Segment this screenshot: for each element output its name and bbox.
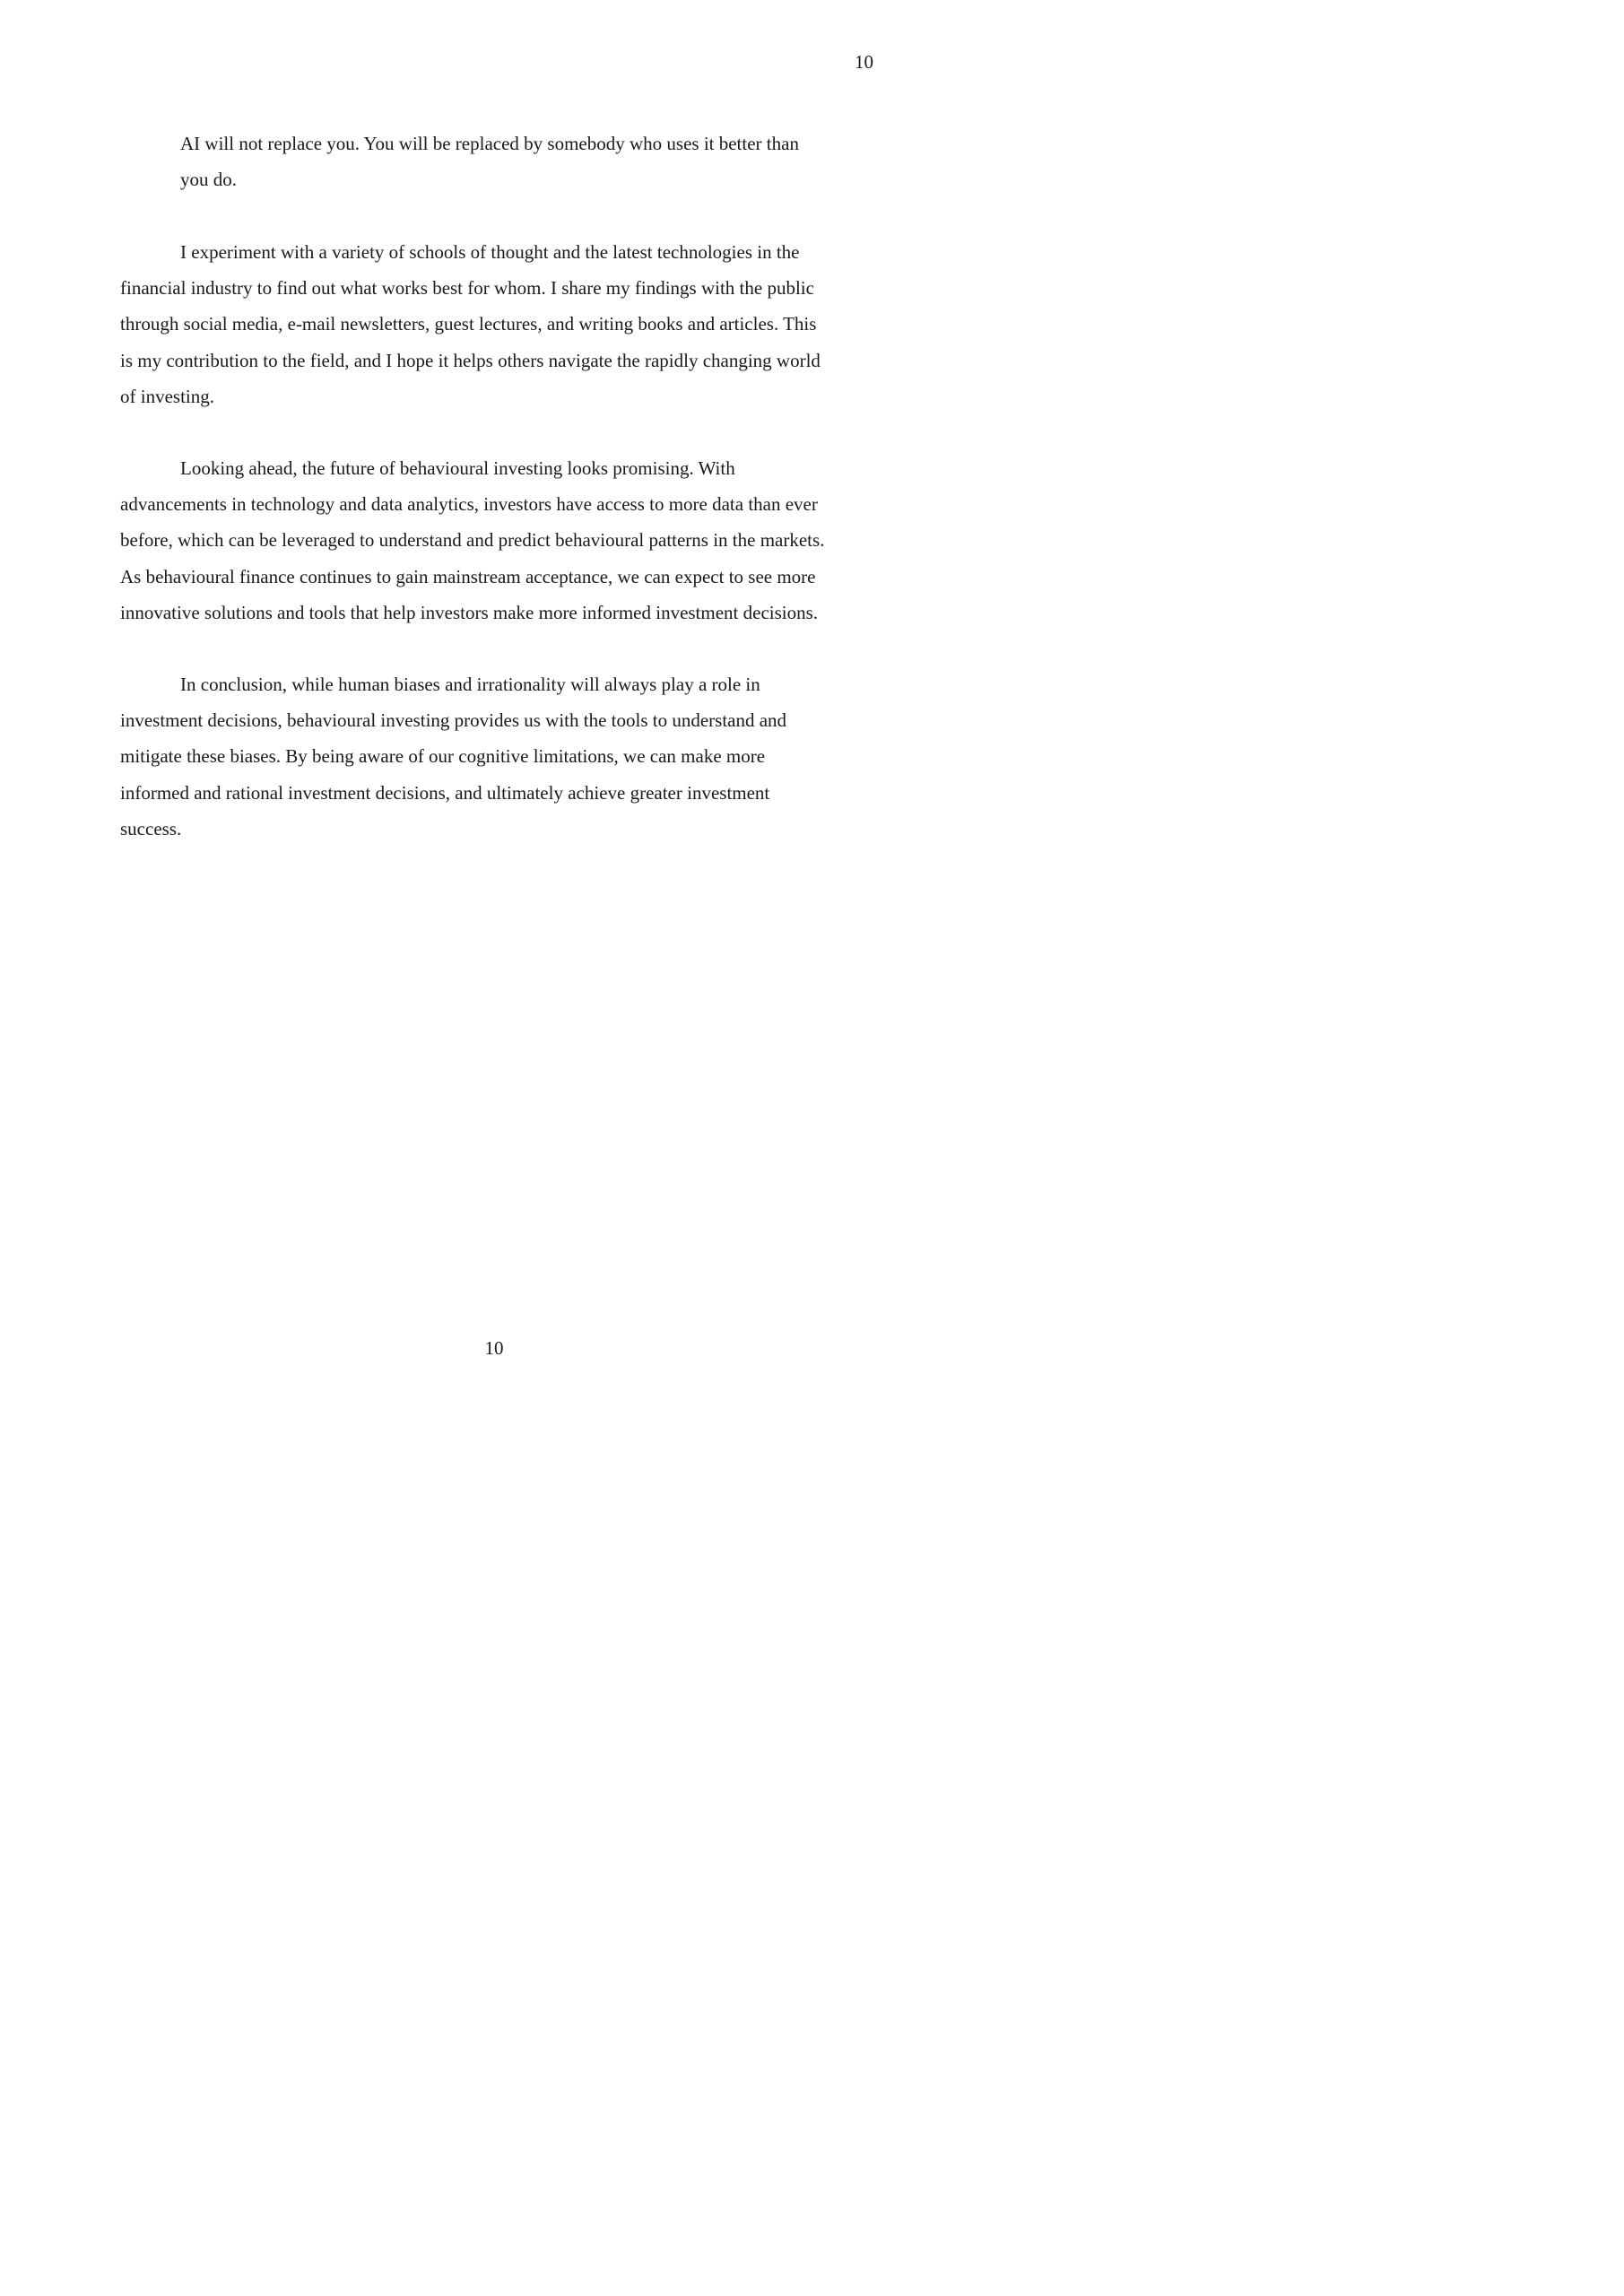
text-line: AI will not replace you. You will be replaced by somebody who uses it better than <box>180 133 799 154</box>
paragraph-experiment <box>120 234 821 414</box>
text-line: informed and rational investment decisions, and ultimately achieve greater investment <box>120 781 770 804</box>
text-line: investment decisions, behavioural investing provides us with the tools to understand and <box>120 709 787 732</box>
text-line: As behavioural finance continues to gain mainstream acceptance, we can expect to see more <box>120 565 816 587</box>
paragraph-conclusion <box>120 666 786 847</box>
text-line: through social media, e-mail newsletters, guest lectures, and writing books and articles. This <box>120 313 817 335</box>
text-line: mitigate these biases. By being aware of our cognitive limitations, we can make more <box>120 745 766 768</box>
paragraph-looking-ahead <box>120 450 824 631</box>
quote-paragraph <box>180 126 799 197</box>
text-line: advancements in technology and data analytics, investors have access to more data than ever <box>120 493 818 516</box>
text-line: innovative solutions and tools that help investors make more informed investment decisions. <box>120 601 819 623</box>
text-line: of investing. <box>120 385 214 407</box>
page-number-top: 10 <box>855 51 873 73</box>
text-line: In conclusion, while human biases and irrationality will always play a role in <box>180 674 760 695</box>
page-number-bottom: 10 <box>484 1337 504 1359</box>
text-line: before, which can be leveraged to understand and predict behavioural patterns in the markets. <box>120 529 825 552</box>
text-line: financial industry to find out what works best for whom. I share my findings with the public <box>120 277 814 300</box>
text-line: I experiment with a variety of schools of thought and the latest technologies in the <box>180 241 800 263</box>
text-line: you do. <box>180 169 237 191</box>
text-line: success. <box>120 817 182 839</box>
text-line: is my contribution to the field, and I hope it helps others navigate the rapidly changing world <box>120 349 821 371</box>
text-line: Looking ahead, the future of behavioural investing looks promising. With <box>180 457 735 479</box>
